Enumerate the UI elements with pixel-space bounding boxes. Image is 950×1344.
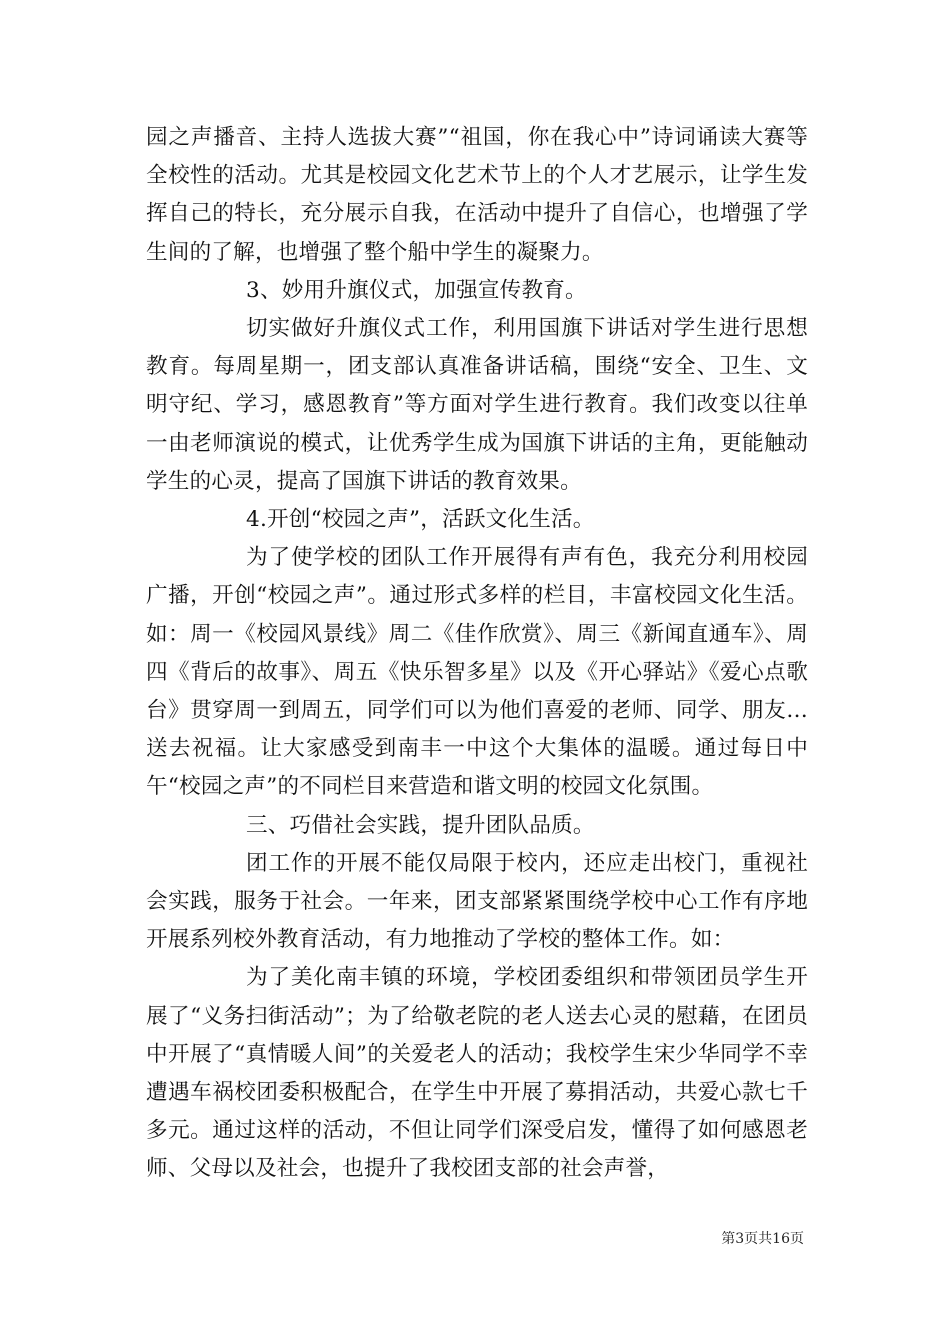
document-body xyxy=(146,119,808,1189)
paragraph-campus-voice: 为了使学校的团队工作开展得有声有色，我充分利用校园广播，开创“校园之声”。通过形式多样的栏目，丰富校园文化生活。如：周一《校园风景线》周二《佳作欣赏》、周三《新闻直通车》、周四《背后的故事》、周五《快乐智多星》以及《开心驿站》《爱心点歌台》贯穿周一到周五，同学们可以为他们喜爱的老师、同学、朋友…送去祝福。让大家感受到南丰一中这个大集体的温暖。通过每日中午“校园之声”的不同栏目来营造和谐文明的校园文化氛围。 xyxy=(146,545,808,800)
paragraph-social-practice: 团工作的开展不能仅局限于校内，还应走出校门，重视社会实践，服务于社会。一年来，团支部紧紧围绕学校中心工作有序地开展系列校外教育活动，有力地推动了学校的整体工作。如： xyxy=(146,850,808,953)
paragraph-flag-ceremony: 切实做好升旗仪式工作，利用国旗下讲话对学生进行思想教育。每周星期一，团支部认真准备讲话稿，围绕“安全、卫生、文明守纪、学习，感恩教育”等方面对学生进行教育。我们改变以往单一由老师演说的模式，让优秀学生成为国旗下讲话的主角，更能触动学生的心灵，提高了国旗下讲话的教育效果。 xyxy=(146,316,808,494)
page-number-footer: 第3页共16页 xyxy=(721,1231,804,1247)
paragraph-activities-continued: 园之声播音、主持人选拔大赛”“祖国，你在我心中”诗词诵读大赛等全校性的活动。尤其是校园文化艺术节上的个人才艺展示，让学生发挥自己的特长，充分展示自我，在活动中提升了自信心，也增强了学生间的了解，也增强了整个船中学生的凝聚力。 xyxy=(146,125,808,265)
section-heading-social-practice: 三、巧借社会实践，提升团队品质。 xyxy=(246,812,595,838)
section-heading-flag-ceremony: 3、妙用升旗仪式，加强宣传教育。 xyxy=(246,277,587,303)
section-heading-campus-voice: 4.开创“校园之声”，活跃文化生活。 xyxy=(246,507,595,533)
paragraph-community-activities: 为了美化南丰镇的环境，学校团委组织和带领团员学生开展了“义务扫街活动”；为了给敬老院的老人送去心灵的慰藉，在团员中开展了“真情暖人间”的关爱老人的活动；我校学生宋少华同学不幸遭遇车祸校团委积极配合，在学生中开展了募捐活动，共爱心款七千多元。通过这样的活动，不但让同学们深受启发，懂得了如何感恩老师、父母以及社会，也提升了我校团支部的社会声誉， xyxy=(146,965,808,1182)
